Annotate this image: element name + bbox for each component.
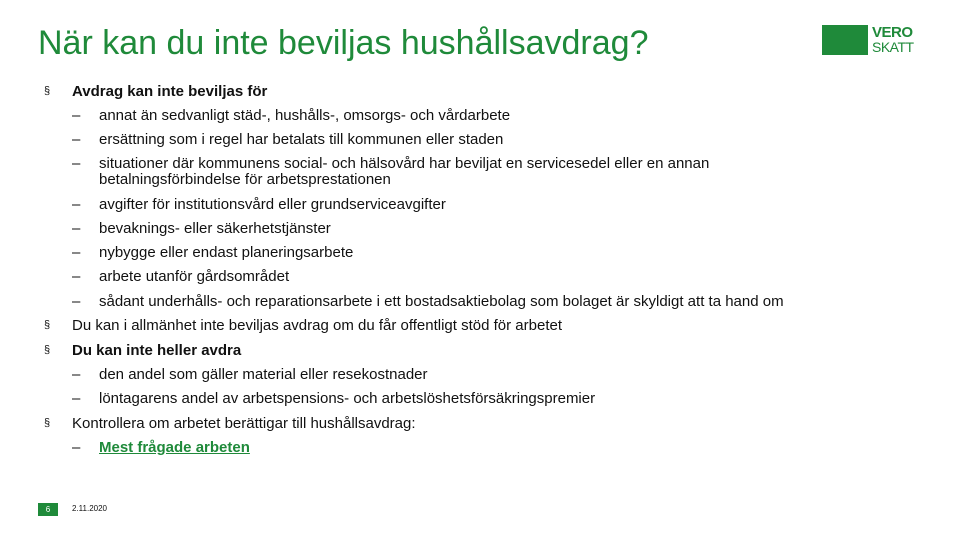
dash-icon: – xyxy=(72,366,81,383)
sub-bullet-text-continued: betalningsförbindelse för arbetsprestationen xyxy=(99,171,391,188)
bullet-icon: § xyxy=(44,85,51,97)
dash-icon: – xyxy=(72,268,81,285)
sub-bullet-text: löntagarens andel av arbetspensions- och arbetslöshetsförsäkringspremier xyxy=(99,390,596,407)
dash-icon: – xyxy=(72,131,81,148)
dash-icon: – xyxy=(72,155,81,172)
bullet-text: Avdrag kan inte beviljas för xyxy=(72,83,268,100)
dash-icon: – xyxy=(72,220,81,237)
bullet-icon: § xyxy=(44,417,51,429)
sub-bullet-text: avgifter för institutionsvård eller grundserviceavgifter xyxy=(99,196,446,213)
dash-icon: – xyxy=(72,107,81,124)
sub-bullet-text: annat än sedvanligt städ-, hushålls-, omsorgs- och vårdarbete xyxy=(99,107,511,124)
slide-date: 2.11.2020 xyxy=(72,504,107,513)
most-asked-jobs-link[interactable]: Mest frågade arbeten xyxy=(99,439,250,456)
sub-bullet-text: bevaknings- eller säkerhetstjänster xyxy=(99,220,331,237)
logo-text-skatt: SKATT xyxy=(872,39,914,55)
page-number: 6 xyxy=(38,503,58,516)
bullet-text: Kontrollera om arbetet berättigar till hushållsavdrag: xyxy=(72,415,416,432)
logo-text-vero: VERO xyxy=(872,24,913,41)
bullet-icon: § xyxy=(44,344,51,356)
sub-bullet-text: nybygge eller endast planeringsarbete xyxy=(99,244,354,261)
sub-bullet-text: sådant underhålls- och reparationsarbete i ett bostadsaktiebolag som bolaget är skyldigt att ta hand om xyxy=(99,293,784,310)
sub-bullet-text: ersättning som i regel har betalats till kommunen eller staden xyxy=(99,131,504,148)
bullet-icon: § xyxy=(44,319,51,331)
dash-icon: – xyxy=(72,439,81,456)
dash-icon: – xyxy=(72,196,81,213)
dash-icon: – xyxy=(72,244,81,261)
dash-icon: – xyxy=(72,390,81,407)
dash-icon: – xyxy=(72,293,81,310)
bullet-text: Du kan i allmänhet inte beviljas avdrag om du får offentligt stöd för arbetet xyxy=(72,317,562,334)
page-title: När kan du inte beviljas hushållsavdrag? xyxy=(38,24,649,62)
bullet-text: Du kan inte heller avdra xyxy=(72,342,242,359)
sub-bullet-text: situationer där kommunens social- och hälsovård har beviljat en servicesedel eller en annan xyxy=(99,155,710,172)
sub-bullet-text: den andel som gäller material eller resekostnader xyxy=(99,366,428,383)
sub-bullet-text: arbete utanför gårdsområdet xyxy=(99,268,290,285)
